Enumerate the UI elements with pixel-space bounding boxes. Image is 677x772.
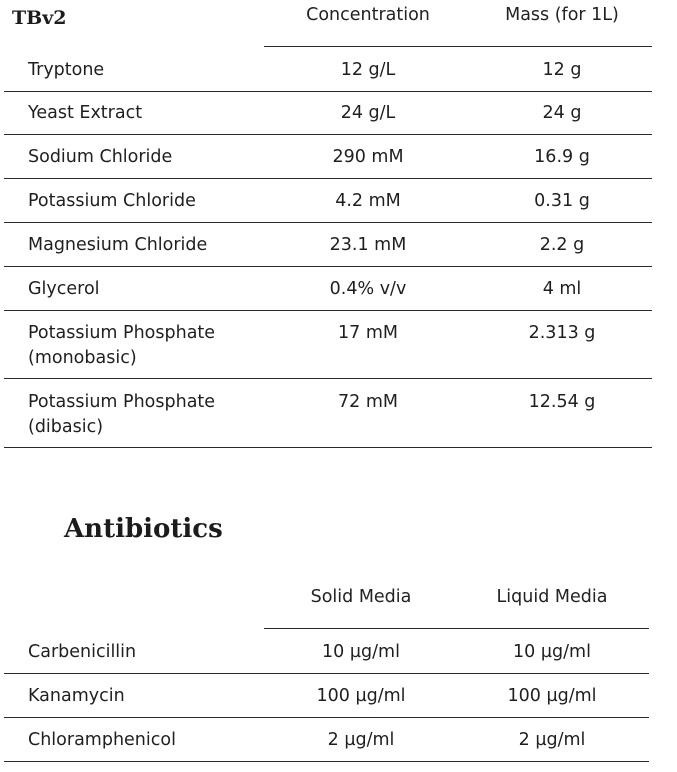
concentration-value: 12 g/L [340,60,396,80]
table-title: TBv2 [12,7,67,29]
mass-value: 2.313 g [528,323,596,343]
concentration-header: Concentration [306,5,430,25]
mass-value: 12.54 g [528,392,596,412]
concentration-value: 0.4% v/v [329,279,407,299]
solid-media-value: 2 µg/ml [327,730,395,750]
antibiotic-name: Kanamycin [28,686,125,706]
row-divider [4,673,649,674]
row-divider [4,447,652,448]
row-divider [4,310,652,311]
liquid-media-value: 2 µg/ml [518,730,586,750]
header-divider [264,628,649,629]
row-divider [4,717,649,718]
header-divider [264,46,652,47]
liquid-media-header: Liquid Media [496,587,608,607]
ingredient-name: Potassium Phosphate (dibasic) [28,392,216,437]
section-heading: Antibiotics [64,514,223,544]
ingredient-name: Yeast Extract [28,103,143,123]
ingredient-name: Magnesium Chloride [28,235,208,255]
mass-value: 0.31 g [534,191,590,211]
solid-media-value: 100 µg/ml [316,686,406,706]
row-divider [4,134,652,135]
ingredient-name: Glycerol [28,279,100,299]
antibiotic-name: Carbenicillin [28,642,137,662]
antibiotic-name: Chloramphenicol [28,730,176,750]
concentration-value: 72 mM [338,392,398,412]
concentration-value: 4.2 mM [335,191,401,211]
row-divider [4,178,652,179]
concentration-value: 290 mM [332,147,404,167]
mass-value: 16.9 g [534,147,590,167]
mass-value: 12 g [542,60,582,80]
mass-value: 24 g [542,103,582,123]
concentration-value: 17 mM [338,323,398,343]
row-divider [4,91,652,92]
ingredient-name: Potassium Phosphate (monobasic) [28,323,216,368]
solid-media-value: 10 µg/ml [322,642,400,662]
liquid-media-value: 100 µg/ml [507,686,597,706]
concentration-value: 24 g/L [340,103,396,123]
concentration-value: 23.1 mM [329,235,407,255]
ingredient-name: Potassium Chloride [28,191,196,211]
liquid-media-value: 10 µg/ml [513,642,591,662]
mass-value: 4 ml [542,279,582,299]
ingredient-name: Sodium Chloride [28,147,173,167]
row-divider [4,222,652,223]
row-divider [4,761,649,762]
mass-header: Mass (for 1L) [505,5,619,25]
ingredient-name: Tryptone [28,60,105,80]
mass-value: 2.2 g [539,235,585,255]
solid-media-header: Solid Media [310,587,412,607]
row-divider [4,266,652,267]
row-divider [4,378,652,379]
